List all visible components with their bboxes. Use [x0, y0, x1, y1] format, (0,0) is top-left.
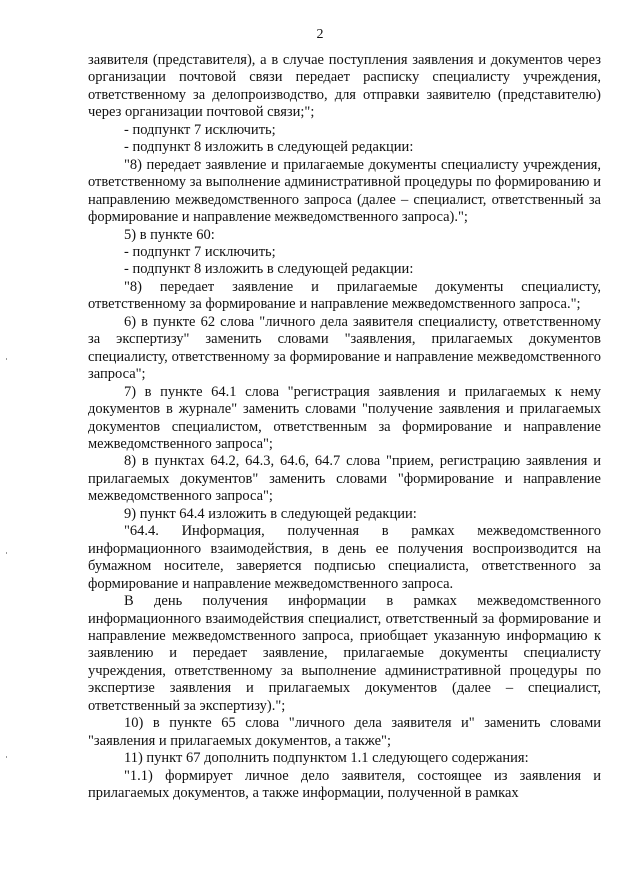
paragraph-17: "1.1) формирует личное дело заявителя, состоящее из заявления и прилагаемых документов, а также информации, полученной в рамках [88, 767, 601, 802]
paragraph-12: 9) пункт 64.4 изложить в следующей редакции: [124, 505, 417, 522]
scan-margin-marks [0, 0, 20, 892]
scan-speck [6, 358, 7, 360]
paragraph-9: 6) в пункте 62 слова "личного дела заявителя специалисту, ответственному за экспертизу" заменить словами "заявления, прилагаемых документов специалисту, ответственному за формирование и направление межведомственного запроса"; [88, 313, 601, 383]
paragraph-4: "8) передает заявление и прилагаемые документы специалисту учреждения, ответственному за выполнение административной процедуры по формированию и направлению межведомственного запроса (далее – специалист, ответственный за формирование и направление межведомственного запроса)."; [88, 156, 601, 226]
paragraph-2: - подпункт 7 исключить; [124, 121, 276, 138]
paragraph-7: - подпункт 8 изложить в следующей редакции: [124, 261, 414, 278]
paragraph-1: заявителя (представителя), а в случае поступления заявления и документов через организации почтовой связи передает расписку специалисту учреждения, ответственному за делопроизводство, для отправки заявителю (представителю) через организации почтовой связи;"; [88, 52, 601, 121]
scan-speck [6, 552, 7, 554]
paragraph-10: 7) в пункте 64.1 слова "регистрация заявления и прилагаемых к нему документов в журнале" заменить словами "получение заявления и прилагаемых документов специалистом, ответственным за формирование и направление межведомственного запроса"; [88, 383, 601, 452]
paragraph-16: 11) пункт 67 дополнить подпунктом 1.1 следующего содержания: [124, 750, 529, 767]
paragraph-11: 8) в пунктах 64.2, 64.3, 64.6, 64.7 слова "прием, регистрацию заявления и прилагаемых документов" заменить словами "формирование и направление межведомственного запроса"; [88, 453, 601, 505]
document-body [88, 52, 601, 802]
paragraph-6: - подпункт 7 исключить; [124, 243, 276, 260]
paragraph-3: - подпункт 8 изложить в следующей редакции: [124, 139, 414, 156]
scan-speck [6, 756, 7, 758]
paragraph-8: "8) передает заявление и прилагаемые документы специалисту, ответственному за формирование и направление межведомственного запроса."; [88, 278, 601, 313]
paragraph-13: "64.4. Информация, полученная в рамках межведомственного информационного взаимодействия, в день ее получения воспроизводится на бумажном носителе, заверяется подписью специалиста, ответственного за формирование и направление межведомственного запроса. [88, 523, 601, 592]
paragraph-14: В день получения информации в рамках межведомственного информационного взаимодействия специалист, ответственный за формирование и направление межведомственного запроса, приобщает указанную информацию к заявлению и передает заявление, прилагаемые документы специалисту учреждения, ответственному за выполнение административной процедуры по экспертизе заявления и прилагаемых документов (далее – специалист, ответственный за экспертизу)."; [88, 593, 601, 714]
page-number: 2 [316, 27, 324, 42]
paragraph-5: 5) в пункте 60: [124, 226, 215, 243]
paragraph-15: 10) в пункте 65 слова "личного дела заявителя и" заменить словами "заявления и прилагаемых документов, а также"; [88, 715, 601, 749]
